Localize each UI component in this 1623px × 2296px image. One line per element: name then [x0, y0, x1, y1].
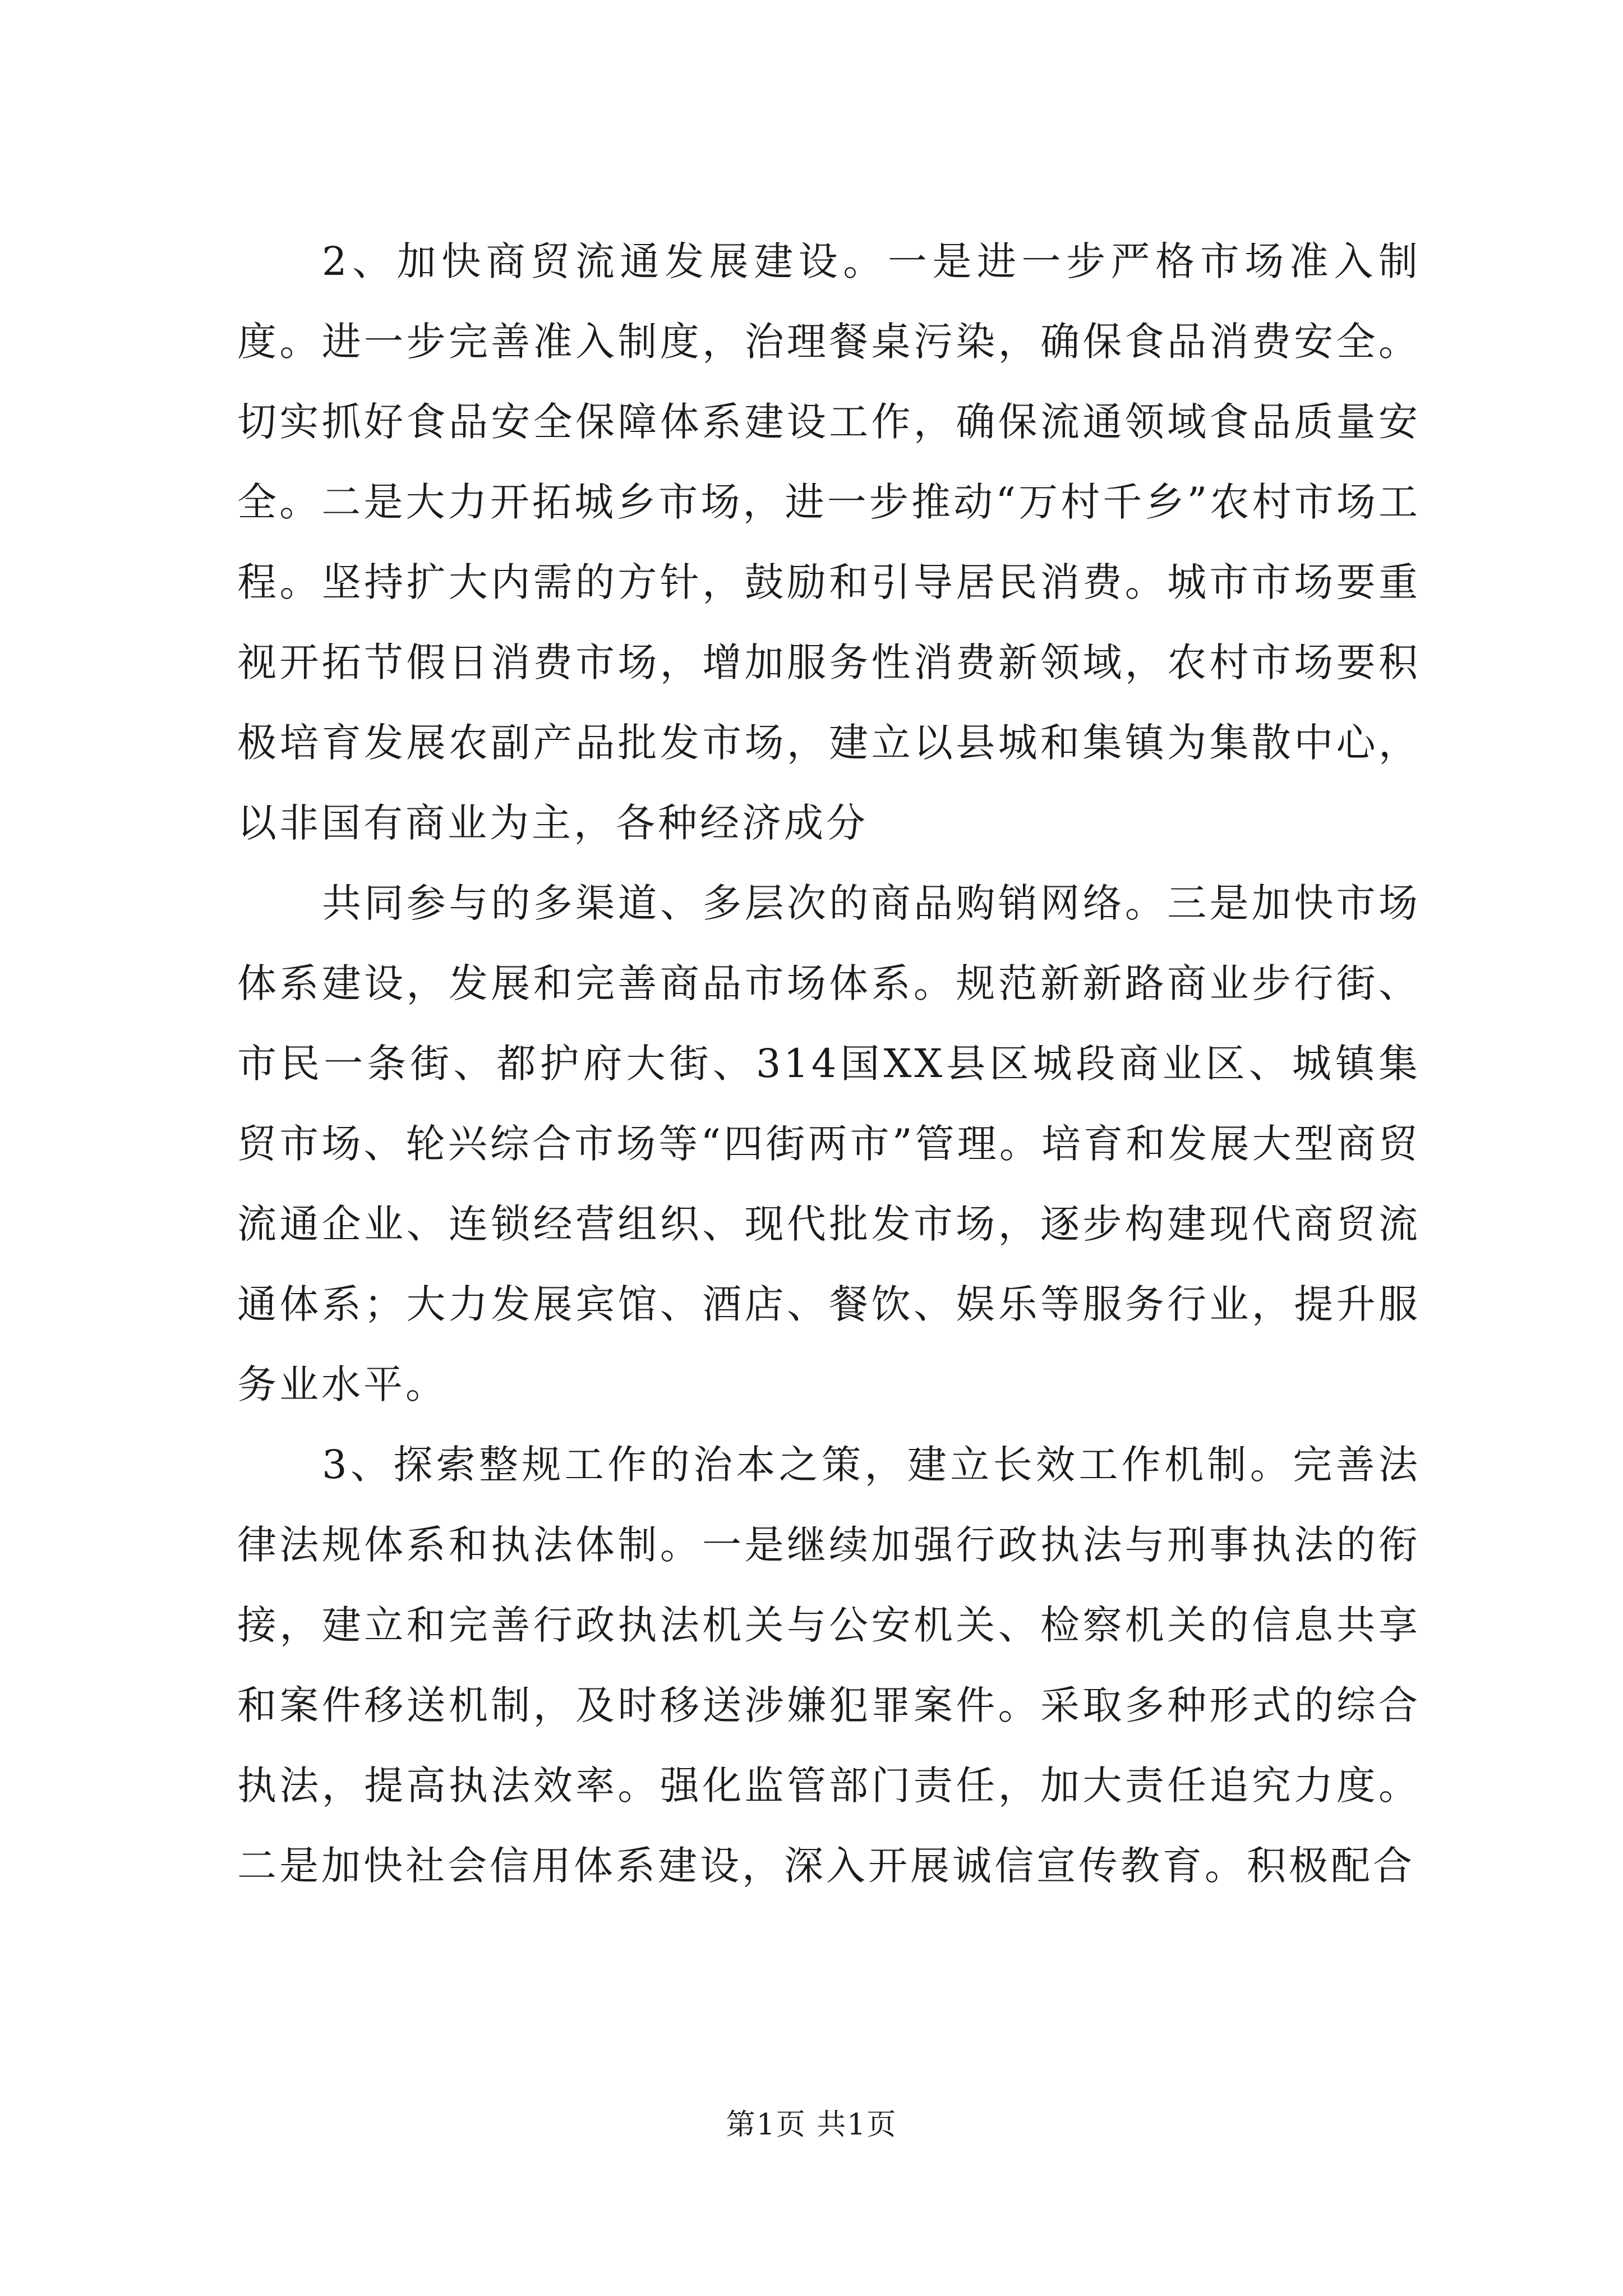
- page-number-footer: 第1页 共1页: [726, 2108, 897, 2142]
- paragraph-commerce-development: 2、加快商贸流通发展建设。一是进一步严格市场准入制度。进一步完善准入制度，治理餐桌污染，确保食品消费安全。切实抓好食品安全保障体系建设工作，确保流通领域食品质量安全。二是大力开拓城乡市场，进一步推动“万村千乡”农村市场工程。坚持扩大内需的方针，鼓励和引导居民消费。城市市场要重视开拓节假日消费市场，增加服务性消费新领域，农村市场要积极培育发展农副产品批发市场，建立以县城和集镇为集散中心，以非国有商业为主，各种经济成分: [237, 238, 1421, 846]
- document-body: [237, 222, 1421, 1906]
- paragraph-long-term-mechanism: 3、探索整规工作的治本之策，建立长效工作机制。完善法律法规体系和执法体制。一是继续加强行政执法与刑事执法的衔接，建立和完善行政执法机关与公安机关、检察机关的信息共享和案件移送机制，及时移送涉嫌犯罪案件。采取多种形式的综合执法，提高执法效率。强化监管部门责任，加大责任追究力度。二是加快社会信用体系建设，深入开展诚信宣传教育。积极配合: [237, 1442, 1421, 1889]
- paragraph-market-system: 共同参与的多渠道、多层次的商品购销网络。三是加快市场体系建设，发展和完善商品市场体系。规范新新路商业步行街、市民一条街、都护府大街、314国XX县区城段商业区、城镇集贸市场、轮兴综合市场等“四街两市”管理。培育和发展大型商贸流通企业、连锁经营组织、现代批发市场，逐步构建现代商贸流通体系；大力发展宾馆、酒店、餐饮、娱乐等服务行业，提升服务业水平。: [237, 880, 1421, 1407]
